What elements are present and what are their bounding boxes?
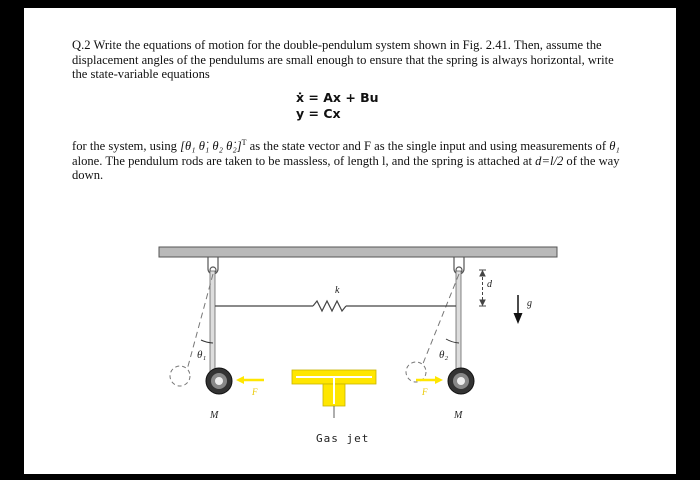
displaced-mass-left — [170, 366, 190, 386]
force-arrow-left — [236, 376, 264, 384]
distance-label: d — [487, 279, 492, 290]
measured-variable: θ₁ — [609, 139, 620, 154]
angle-label-right: θ₂ — [439, 349, 449, 361]
rod-left — [210, 271, 215, 377]
body-tail: of the way down. — [72, 153, 620, 183]
gas-jet-label: Gas jet — [316, 432, 370, 445]
double-pendulum-figure — [24, 8, 676, 474]
force-label-right: F — [422, 387, 428, 397]
rod-right — [456, 271, 461, 377]
transpose-mark: T — [241, 138, 247, 147]
output-equation: y = Cx — [296, 106, 341, 121]
mass-label-right: M — [454, 410, 463, 421]
body-mid: as the state vector and F as the single input and using measurements of — [246, 139, 610, 154]
mass-right — [448, 368, 474, 394]
body-prefix: for the system, using — [72, 139, 181, 154]
mass-label-left: M — [210, 410, 219, 421]
gas-jet-nozzle — [292, 370, 376, 418]
gravity-arrow — [514, 295, 523, 324]
mass-left — [206, 368, 232, 394]
document-page — [24, 8, 676, 474]
force-arrow-right — [416, 376, 443, 384]
angle-label-left: θ₁ — [197, 349, 207, 361]
gravity-label: g — [527, 298, 532, 309]
body-end: alone. The pendulum rods are taken to be massless, of length l, and the spring is attached at — [72, 153, 536, 168]
force-label-left: F — [252, 387, 258, 397]
spring-label: k — [335, 285, 340, 296]
distance-marker — [479, 270, 486, 306]
state-equation: ẋ = Ax + Bu — [296, 90, 379, 105]
spring-coil — [313, 301, 346, 311]
state-vector: [θ₁ θ̇₁ θ₂ θ̇₂] — [180, 139, 242, 154]
ceiling-bar — [159, 247, 557, 257]
question-intro: Q.2 Write the equations of motion for the double-pendulum system shown in Fig. 2.41. Then, assume the displacement angles of the pendulums are small enough to ensure that the spring is always horizontal, write the state-variable equations — [72, 38, 614, 82]
attach-expression: d=l/2 — [535, 153, 564, 168]
